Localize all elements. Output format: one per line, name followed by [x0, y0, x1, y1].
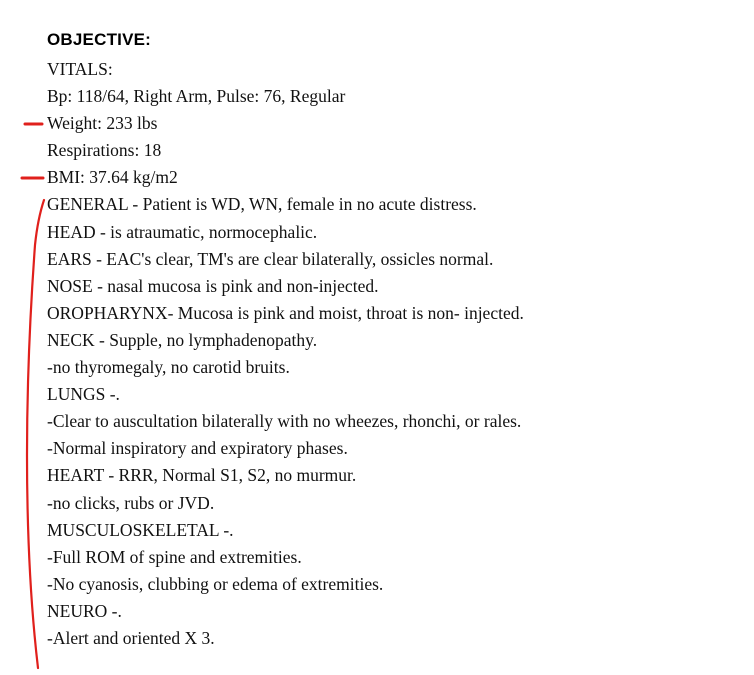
bracket-curve-mark — [27, 200, 44, 668]
objective-heading: OBJECTIVE: — [47, 30, 152, 49]
lungs-line: LUNGS -. — [47, 384, 120, 405]
neuro-line: NEURO -. — [47, 600, 122, 621]
respirations-line: Respirations: 18 — [47, 140, 162, 161]
musculoskeletal-extremities-line: -No cyanosis, clubbing or edema of extremities. — [47, 573, 384, 594]
head-line: HEAD - is atraumatic, normocephalic. — [47, 221, 318, 242]
vitals-label: VITALS: — [47, 59, 113, 79]
neck-detail-line: -no thyromegaly, no carotid bruits. — [47, 357, 290, 378]
neuro-detail-line: -Alert and oriented X 3. — [47, 627, 215, 648]
heart-line: HEART - RRR, Normal S1, S2, no murmur. — [47, 465, 357, 486]
weight-line: Weight: 233 lbs — [47, 113, 158, 134]
ears-line: EARS - EAC's clear, TM's are clear bilaterally, ossicles normal. — [47, 248, 494, 269]
musculoskeletal-rom-line: -Full ROM of spine and extremities. — [47, 546, 302, 567]
general-line: GENERAL - Patient is WD, WN, female in no acute distress. — [47, 194, 477, 215]
oropharynx-line: OROPHARYNX- Mucosa is pink and moist, throat is non- injected. — [47, 302, 524, 323]
lungs-phases-line: -Normal inspiratory and expiratory phases. — [47, 438, 348, 459]
blood-pressure-line: Bp: 118/64, Right Arm, Pulse: 76, Regular — [47, 86, 346, 107]
nose-line: NOSE - nasal mucosa is pink and non-injected. — [47, 275, 379, 296]
heart-detail-line: -no clicks, rubs or JVD. — [47, 492, 215, 513]
musculoskeletal-line: MUSCULOSKELETAL -. — [47, 519, 234, 540]
bmi-line: BMI: 37.64 kg/m2 — [47, 167, 178, 188]
lungs-detail-line: -Clear to auscultation bilaterally with no wheezes, rhonchi, or rales. — [47, 411, 522, 432]
exam-notes — [47, 56, 524, 652]
neck-line: NECK - Supple, no lymphadenopathy. — [47, 329, 318, 350]
